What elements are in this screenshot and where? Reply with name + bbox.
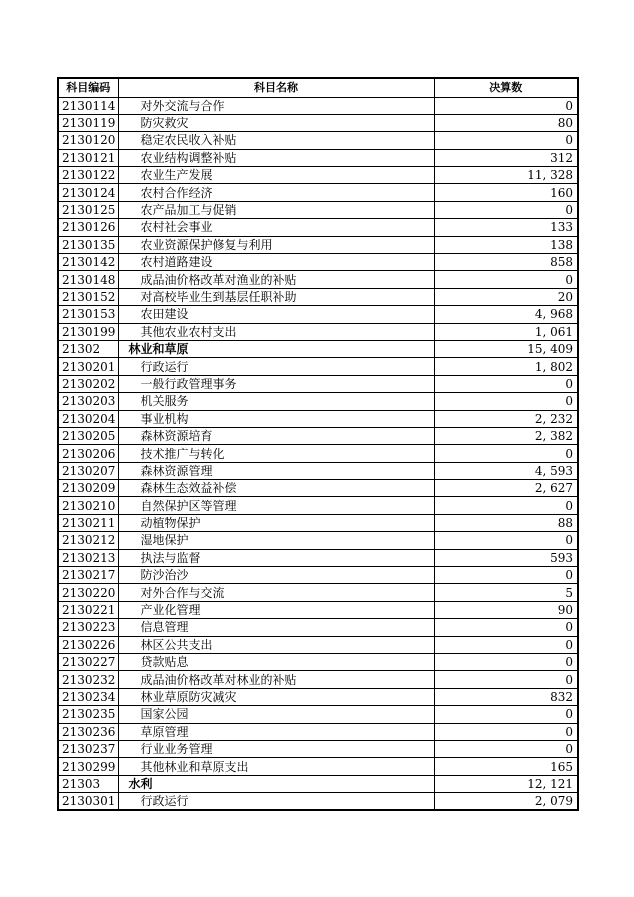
subject-code-cell: 2130223: [58, 619, 118, 636]
subject-name-cell: 防灾救灾: [118, 114, 434, 131]
final-amount-cell: 1, 802: [434, 358, 578, 375]
table-row: [58, 636, 578, 653]
final-amount-cell: 20: [434, 288, 578, 305]
subject-code-cell: 2130121: [58, 149, 118, 166]
table-row: [58, 184, 578, 201]
final-amount-cell: 0: [434, 97, 578, 114]
final-amount-cell: 2, 627: [434, 480, 578, 497]
final-amount-cell: 0: [434, 619, 578, 636]
final-amount-cell: 2, 079: [434, 793, 578, 810]
final-amount-cell: 593: [434, 549, 578, 566]
subject-name-cell: 执法与监督: [118, 549, 434, 566]
subject-code-cell: 2130114: [58, 97, 118, 114]
subject-name-cell: 稳定农民收入补贴: [118, 132, 434, 149]
subject-code-cell: 2130153: [58, 306, 118, 323]
subject-code-cell: 2130237: [58, 740, 118, 757]
table-row: [58, 358, 578, 375]
subject-name-cell: 农村合作经济: [118, 184, 434, 201]
subject-code-cell: 2130227: [58, 654, 118, 671]
subject-name-cell: 森林资源管理: [118, 462, 434, 479]
table-row: [58, 758, 578, 775]
table-row: [58, 619, 578, 636]
table-row: [58, 323, 578, 340]
final-amount-cell: 4, 593: [434, 462, 578, 479]
final-amount-cell: 5: [434, 584, 578, 601]
final-amount-cell: 133: [434, 219, 578, 236]
subject-code-cell: 2130232: [58, 671, 118, 688]
final-amount-cell: 2, 382: [434, 427, 578, 444]
table-row: [58, 288, 578, 305]
subject-name-cell: 农业资源保护修复与利用: [118, 236, 434, 253]
table-row: [58, 219, 578, 236]
subject-name-cell: 行政运行: [118, 358, 434, 375]
table-row: [58, 167, 578, 184]
subject-code-cell: 2130236: [58, 723, 118, 740]
subject-code-cell: 2130152: [58, 288, 118, 305]
subject-code-cell: 2130221: [58, 601, 118, 618]
table-row: [58, 723, 578, 740]
subject-name-cell: 成品油价格改革对渔业的补贴: [118, 271, 434, 288]
subject-code-cell: 2130301: [58, 793, 118, 810]
final-amount-cell: 160: [434, 184, 578, 201]
subject-code-cell: 2130204: [58, 410, 118, 427]
table-row: [58, 654, 578, 671]
table-row: [58, 340, 578, 357]
subject-name-cell: 自然保护区等管理: [118, 497, 434, 514]
subject-code-cell: 2130119: [58, 114, 118, 131]
final-amount-cell: 0: [434, 532, 578, 549]
subject-code-cell: 2130205: [58, 427, 118, 444]
table-row: [58, 393, 578, 410]
subject-code-cell: 2130299: [58, 758, 118, 775]
subject-name-cell: 行业业务管理: [118, 740, 434, 757]
table-row: [58, 532, 578, 549]
subject-code-cell: 2130213: [58, 549, 118, 566]
table-row: [58, 375, 578, 392]
final-amount-cell: 90: [434, 601, 578, 618]
table-row: [58, 740, 578, 757]
subject-name-cell: 水利: [118, 775, 434, 792]
table-row: [58, 254, 578, 271]
final-amount-cell: 0: [434, 375, 578, 392]
subject-code-cell: 2130148: [58, 271, 118, 288]
subject-code-cell: 2130220: [58, 584, 118, 601]
final-amount-cell: 11, 328: [434, 167, 578, 184]
final-amount-cell: 0: [434, 654, 578, 671]
header-subject-code: 科目编码: [58, 78, 118, 97]
subject-code-cell: 2130226: [58, 636, 118, 653]
final-amount-cell: 0: [434, 132, 578, 149]
subject-code-cell: 2130211: [58, 514, 118, 531]
subject-name-cell: 成品油价格改革对林业的补贴: [118, 671, 434, 688]
subject-name-cell: 对外交流与合作: [118, 97, 434, 114]
subject-code-cell: 2130125: [58, 201, 118, 218]
subject-name-cell: 信息管理: [118, 619, 434, 636]
budget-table: [57, 77, 579, 811]
subject-code-cell: 2130201: [58, 358, 118, 375]
subject-name-cell: 森林资源培育: [118, 427, 434, 444]
table-row: [58, 480, 578, 497]
table-row: [58, 114, 578, 131]
final-amount-cell: 165: [434, 758, 578, 775]
table-row: [58, 427, 578, 444]
final-amount-cell: 0: [434, 740, 578, 757]
subject-name-cell: 林业草原防灾减灾: [118, 688, 434, 705]
table-row: [58, 775, 578, 792]
final-amount-cell: 0: [434, 445, 578, 462]
final-amount-cell: 0: [434, 201, 578, 218]
subject-name-cell: 农业生产发展: [118, 167, 434, 184]
subject-name-cell: 技术推广与转化: [118, 445, 434, 462]
final-amount-cell: 0: [434, 393, 578, 410]
final-amount-cell: 0: [434, 497, 578, 514]
subject-code-cell: 2130206: [58, 445, 118, 462]
table-row: [58, 584, 578, 601]
subject-code-cell: 2130122: [58, 167, 118, 184]
table-row: [58, 201, 578, 218]
subject-code-cell: 2130209: [58, 480, 118, 497]
subject-code-cell: 2130120: [58, 132, 118, 149]
table-row: [58, 706, 578, 723]
final-amount-cell: 4, 968: [434, 306, 578, 323]
final-amount-cell: 2, 232: [434, 410, 578, 427]
table-row: [58, 462, 578, 479]
final-amount-cell: 832: [434, 688, 578, 705]
subject-code-cell: 2130235: [58, 706, 118, 723]
subject-code-cell: 2130217: [58, 567, 118, 584]
table-row: [58, 567, 578, 584]
final-amount-cell: 0: [434, 636, 578, 653]
final-amount-cell: 0: [434, 567, 578, 584]
subject-name-cell: 森林生态效益补偿: [118, 480, 434, 497]
subject-name-cell: 林区公共支出: [118, 636, 434, 653]
subject-name-cell: 行政运行: [118, 793, 434, 810]
final-amount-cell: 138: [434, 236, 578, 253]
table-row: [58, 97, 578, 114]
subject-name-cell: 机关服务: [118, 393, 434, 410]
subject-name-cell: 草原管理: [118, 723, 434, 740]
subject-name-cell: 对外合作与交流: [118, 584, 434, 601]
subject-code-cell: 2130202: [58, 375, 118, 392]
subject-name-cell: 农村社会事业: [118, 219, 434, 236]
table-row: [58, 549, 578, 566]
subject-code-cell: 2130207: [58, 462, 118, 479]
table-row: [58, 306, 578, 323]
subject-name-cell: 国家公园: [118, 706, 434, 723]
table-row: [58, 445, 578, 462]
final-amount-cell: 12, 121: [434, 775, 578, 792]
table-header: [58, 78, 578, 97]
subject-name-cell: 对高校毕业生到基层任职补助: [118, 288, 434, 305]
subject-code-cell: 2130199: [58, 323, 118, 340]
subject-name-cell: 防沙治沙: [118, 567, 434, 584]
subject-name-cell: 农业结构调整补贴: [118, 149, 434, 166]
subject-code-cell: 2130210: [58, 497, 118, 514]
table-row: [58, 601, 578, 618]
table-row: [58, 410, 578, 427]
final-amount-cell: 0: [434, 706, 578, 723]
header-subject-name: 科目名称: [118, 78, 434, 97]
subject-name-cell: 其他农业农村支出: [118, 323, 434, 340]
table-row: [58, 497, 578, 514]
table-body: [58, 97, 578, 810]
final-amount-cell: 80: [434, 114, 578, 131]
subject-name-cell: 动植物保护: [118, 514, 434, 531]
subject-code-cell: 2130234: [58, 688, 118, 705]
subject-name-cell: 农田建设: [118, 306, 434, 323]
subject-name-cell: 贷款贴息: [118, 654, 434, 671]
subject-name-cell: 农村道路建设: [118, 254, 434, 271]
final-amount-cell: 1, 061: [434, 323, 578, 340]
final-amount-cell: 88: [434, 514, 578, 531]
subject-code-cell: 21302: [58, 340, 118, 357]
table-row: [58, 149, 578, 166]
header-row: [58, 78, 578, 97]
subject-code-cell: 2130212: [58, 532, 118, 549]
table-row: [58, 793, 578, 810]
table-row: [58, 132, 578, 149]
final-amount-cell: 0: [434, 271, 578, 288]
final-amount-cell: 312: [434, 149, 578, 166]
subject-name-cell: 一般行政管理事务: [118, 375, 434, 392]
subject-name-cell: 湿地保护: [118, 532, 434, 549]
final-amount-cell: 858: [434, 254, 578, 271]
subject-code-cell: 2130124: [58, 184, 118, 201]
table-row: [58, 514, 578, 531]
subject-code-cell: 2130142: [58, 254, 118, 271]
final-amount-cell: 0: [434, 723, 578, 740]
subject-name-cell: 事业机构: [118, 410, 434, 427]
subject-code-cell: 2130203: [58, 393, 118, 410]
subject-code-cell: 2130135: [58, 236, 118, 253]
subject-name-cell: 产业化管理: [118, 601, 434, 618]
header-final-amount: 决算数: [434, 78, 578, 97]
table-row: [58, 271, 578, 288]
subject-name-cell: 其他林业和草原支出: [118, 758, 434, 775]
subject-name-cell: 农产品加工与促销: [118, 201, 434, 218]
table-row: [58, 236, 578, 253]
final-amount-cell: 0: [434, 671, 578, 688]
table-row: [58, 688, 578, 705]
final-amount-cell: 15, 409: [434, 340, 578, 357]
subject-name-cell: 林业和草原: [118, 340, 434, 357]
subject-code-cell: 21303: [58, 775, 118, 792]
table-row: [58, 671, 578, 688]
subject-code-cell: 2130126: [58, 219, 118, 236]
